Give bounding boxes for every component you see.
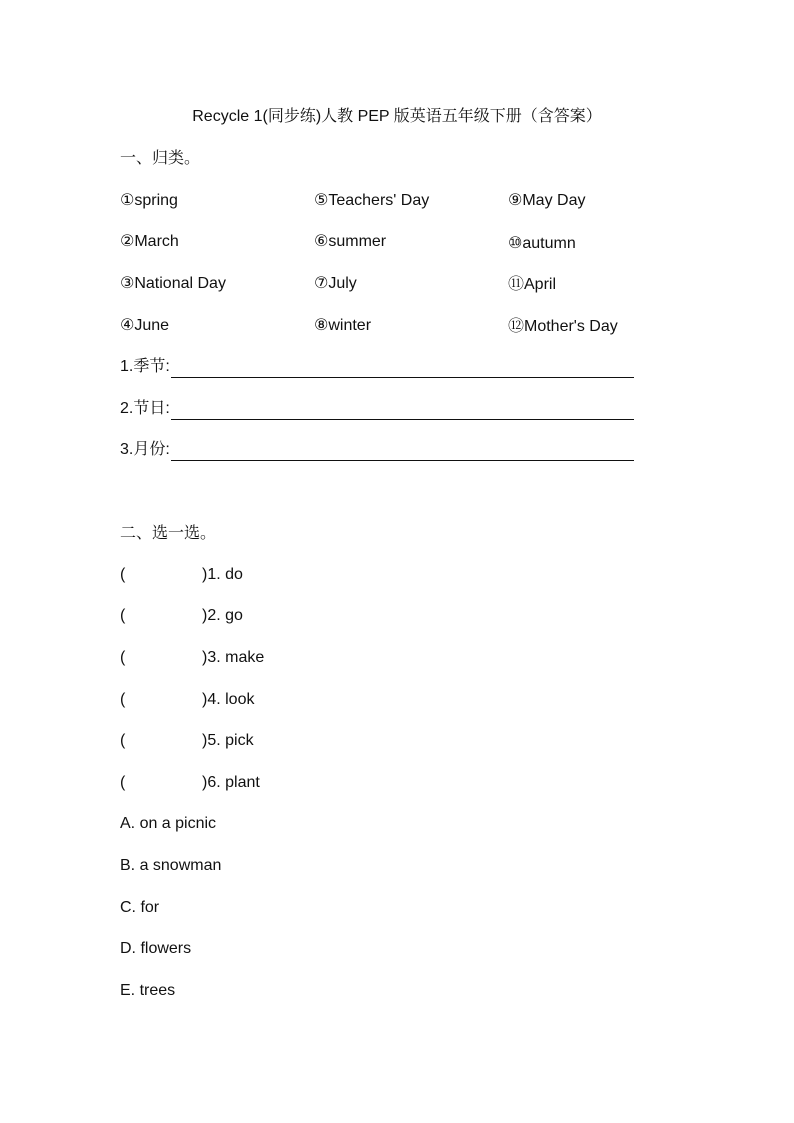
choice-word: )6. plant [202, 774, 260, 791]
blank-label: 2.节日: [120, 400, 170, 417]
word-item: ②March [120, 233, 179, 250]
choice-word: )1. do [202, 566, 243, 583]
option-c: C. for [120, 899, 160, 916]
answer-paren[interactable]: ( [120, 691, 126, 708]
blank-label: 1.季节: [120, 358, 170, 375]
choice-word: )2. go [202, 607, 243, 624]
word-item: ⑨May Day [508, 192, 586, 209]
word-item: ⑩autumn [508, 235, 576, 252]
word-item: ⑫Mother's Day [508, 318, 618, 335]
answer-paren[interactable]: ( [120, 566, 126, 583]
word-item: ④June [120, 317, 170, 334]
option-d: D. flowers [120, 940, 192, 957]
option-b: B. a snowman [120, 857, 222, 874]
document-title: Recycle 1(同步练)人教 PEP 版英语五年级下册（含答案） [192, 108, 602, 125]
word-item: ⑥summer [314, 233, 387, 250]
word-item: ⑪April [508, 276, 557, 293]
answer-line[interactable] [171, 401, 634, 420]
word-item: ⑦July [314, 275, 357, 292]
blank-label: 3.月份: [120, 441, 170, 458]
section-1-heading: 一、归类。 [120, 150, 201, 167]
answer-line[interactable] [171, 442, 634, 461]
option-a: A. on a picnic [120, 815, 217, 832]
blank-seasons[interactable] [120, 356, 634, 378]
answer-line[interactable] [171, 359, 634, 378]
choice-word: )4. look [202, 691, 255, 708]
blank-festivals[interactable] [120, 398, 634, 420]
section-2-heading: 二、选一选。 [120, 525, 217, 542]
option-e: E. trees [120, 982, 176, 999]
choice-word: )5. pick [202, 732, 254, 749]
word-item: ①spring [120, 192, 178, 209]
answer-paren[interactable]: ( [120, 607, 126, 624]
choice-word: )3. make [202, 649, 265, 666]
blank-months[interactable] [120, 439, 634, 461]
word-item: ⑧winter [314, 317, 372, 334]
answer-paren[interactable]: ( [120, 649, 126, 666]
word-item: ③National Day [120, 275, 226, 292]
answer-paren[interactable]: ( [120, 774, 126, 791]
word-item: ⑤Teachers' Day [314, 192, 430, 209]
answer-paren[interactable]: ( [120, 732, 126, 749]
